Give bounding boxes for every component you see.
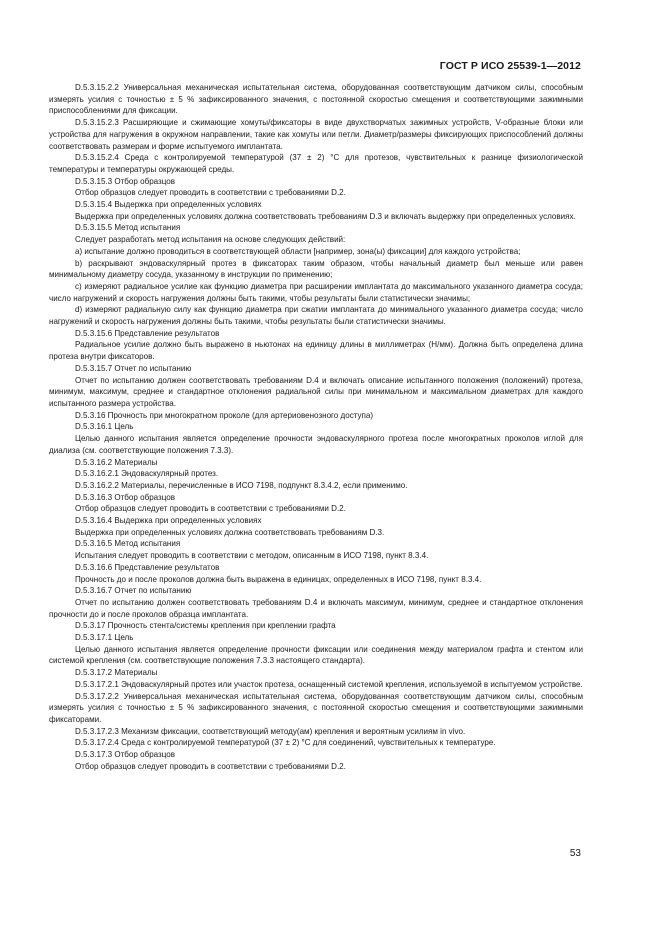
section-heading: D.5.3.17 Прочность стента/системы крепления при креплении графта — [75, 621, 336, 631]
paragraph: Отчет по испытанию должен соответствовать требованиям D.4 и включать описание испытанного положения (положений) протеза, минимум, максимум, среднее и стандартное отклонения радиальной силы при минимальном и максимальном диаметрах для каждого испытанного размера устройства. — [49, 375, 583, 408]
paragraph: Следует разработать метод испытания на основе следующих действий: — [75, 235, 346, 245]
list-item: b) раскрывают эндоваскулярный протез в фиксаторах таким образом, чтобы начальный диаметр был меньше или равен минимальному диаметру сосуда, указанному в инструкции по применению; — [49, 258, 583, 280]
section-heading: D.5.3.17.3 Отбор образцов — [75, 750, 176, 760]
paragraph: Целью данного испытания является определение прочности фиксации или соединения между материалом графта и стентом или системой крепления (см. соответствующие положения 7.3.3 настоящего стандарта). — [49, 644, 583, 666]
section-heading: D.5.3.16 Прочность при многократном проколе (для артериовенозного доступа) — [75, 410, 374, 420]
paragraph: Целью данного испытания является определение прочности эндоваскулярного протеза после многократных проколов иглой для диализа (см. соответствующие положения 7.3.3). — [49, 434, 583, 455]
paragraph: D.5.3.16.2.2 Материалы, перечисленные в ИСО 7198, подпункт 8.3.4.2, если применимо. — [75, 480, 408, 490]
section-heading: D.5.3.16.7 Отчет по испытанию — [75, 586, 192, 596]
paragraph: Выдержка при определенных условиях должна соответствовать требованиям D.3 и включать выдержку при определенных условиях. — [75, 211, 576, 221]
paragraph: D.5.3.15.2.3 Расширяющие и сжимающие хомуты/фиксаторы в виде двухстворчатых зажимных устройств, V-образные блоки или устройства для нагружения в окружном направлении, такие как хомуты или петли. Диаметр/размеры фиксирующих приспособлений должны соответствовать размерам и форме испытуемого имплантата. — [49, 118, 583, 151]
section-heading: D.5.3.15.7 Отчет по испытанию — [75, 363, 192, 373]
section-heading: D.5.3.16.6 Представление результатов — [75, 562, 220, 572]
paragraph: D.5.3.16.2.1 Эндоваскулярный протез. — [75, 469, 219, 479]
list-item: a) испытание должно проводиться в соответствующей области [например, зона(ы) фиксации] для каждого устройства; — [75, 246, 521, 256]
paragraph: D.5.3.17.2.4 Среда с контролируемой температурой (37 ± 2) °С для соединений, чувствительных к температуре. — [75, 738, 496, 748]
section-heading: D.5.3.16.1 Цель — [75, 422, 134, 432]
paragraph: Отчет по испытанию должен соответствовать требованиям D.4 и включать максимум, минимум, среднее и стандартное отклонения прочности до и после проколов образца имплантата. — [49, 597, 583, 619]
section-heading: D.5.3.16.2 Материалы — [75, 457, 158, 467]
paragraph: Радиальное усилие должно быть выражено в ньютонах на единицу длины в миллиметрах (Н/мм). Должна быть определена длина протеза внутри фиксаторов. — [49, 340, 583, 362]
paragraph: Прочность до и после проколов должна быть выражена в единицах, определенных в ИСО 7198, пункт 8.3.4. — [75, 574, 482, 584]
standard-code-header: ГОСТ Р ИСО 25539-1—2012 — [439, 60, 581, 72]
section-heading: D.5.3.15.4 Выдержка при определенных условиях — [75, 200, 262, 210]
paragraph: D.5.3.15.2.4 Среда с контролируемой температурой (37 ± 2) °С для протезов, чувствительных к разнице физиологической температуры и температуры окружающей среды. — [49, 153, 583, 174]
list-item: d) измеряют радиальную силу как функцию диаметра при сжатии имплантата до минимального указанного диаметра сосуда; число нагружений и скорость нагружения должны быть такими, чтобы результаты были статистически значимы. — [49, 305, 583, 327]
paragraph: Испытания следует проводить в соответствии с методом, описанным в ИСО 7198, пункт 8.3.4. — [75, 551, 429, 561]
paragraph: Отбор образцов следует проводить в соответствии с требованиями D.2. — [75, 504, 346, 514]
paragraph: D.5.3.17.2.1 Эндоваскулярный протез или участок протеза, оснащенный системой крепления, используемой в испытуемом устройстве. — [75, 679, 583, 689]
paragraph: Отбор образцов следует проводить в соответствии с требованиями D.2. — [75, 761, 346, 771]
list-item: c) измеряют радиальное усилие как функцию диаметра при расширении имплантата до максимального указанного диаметра сосуда; число нагружений и скорость нагружения должны быть такими, чтобы результаты были статистически значимы; — [49, 281, 583, 303]
paragraph: D.5.3.17.2.3 Механизм фиксации, соответствующий методу(ам) крепления и вероятным усилиям in vivo. — [75, 726, 466, 736]
section-heading: D.5.3.15.5 Метод испытания — [75, 223, 181, 233]
page-number: 53 — [569, 848, 581, 859]
section-heading: D.5.3.16.4 Выдержка при определенных условиях — [75, 516, 262, 526]
paragraph: Выдержка при определенных условиях должна соответствовать требованиям D.3. — [75, 527, 385, 537]
section-heading: D.5.3.17.1 Цель — [75, 633, 134, 643]
document-body — [49, 82, 583, 772]
section-heading: D.5.3.16.3 Отбор образцов — [75, 492, 176, 502]
section-heading: D.5.3.15.3 Отбор образцов — [75, 176, 176, 186]
paragraph: D.5.3.15.2.2 Универсальная механическая испытательная система, оборудованная соответствующим датчиком силы, способным измерять усилия с точностью ± 5 % зафиксированного значения, с постоянной скоростью смещения и соответствующими зажимными приспособлениями для фиксации. — [49, 83, 583, 116]
section-heading: D.5.3.15.6 Представление результатов — [75, 328, 220, 338]
section-heading: D.5.3.16.5 Метод испытания — [75, 539, 181, 549]
paragraph: D.5.3.17.2.2 Универсальная механическая испытательная система, оборудованная соответствующим датчиком силы, способным измерять усилия с точностью ± 5 % зафиксированного значения, с постоянной скоростью смещения и соответствующими зажимными фиксаторами. — [49, 691, 583, 724]
section-heading: D.5.3.17.2 Материалы — [75, 668, 158, 678]
paragraph: Отбор образцов следует проводить в соответствии с требованиями D.2. — [75, 188, 346, 198]
